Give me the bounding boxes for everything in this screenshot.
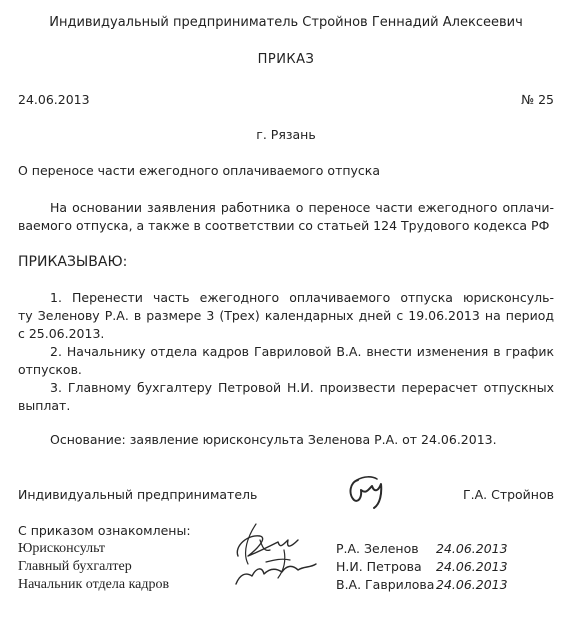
acquainted-position-1: Юрисконсульт (18, 541, 106, 556)
item-1-line-2: ту Зеленову Р.А. в размере 3 (Трех) календарных дней с 19.06.2013 на период (18, 308, 554, 323)
order-item-1 (18, 289, 554, 343)
acquainted-name-2: Н.И. Петрова (336, 559, 422, 574)
basis-line-2: ваемого отпуска, а также в соответствии со статьей 124 Трудового кодекса РФ (18, 218, 550, 233)
basis-line-1: На основании заявления работника о переносе части ежегодного оплачи- (50, 200, 554, 215)
order-item-3 (18, 379, 554, 415)
city: г. Рязань (256, 127, 316, 142)
acquainted-heading: С приказом ознакомлены: (18, 523, 191, 538)
item-1-line-1: 1. Перенести часть ежегодного оплачиваемого отпуска юрисконсуль- (50, 290, 554, 305)
acquainted-date-2: 24.06.2013 (436, 559, 508, 574)
acquainted-date-3: 24.06.2013 (436, 577, 508, 592)
acquainted-name-1: Р.А. Зеленов (336, 541, 419, 556)
basis-paragraph (18, 199, 554, 235)
item-2-line-1: 2. Начальнику отдела кадров Гавриловой В.А. внести изменения в график (50, 344, 554, 359)
acquainted-position-3: Начальник отдела кадров (18, 577, 170, 592)
acquainted-date-1: 24.06.2013 (436, 541, 508, 556)
acquainted-position-2: Главный бухгалтер (18, 559, 132, 574)
entrepreneur-header: Индивидуальный предприниматель Стройнов Геннадий Алексеевич (49, 15, 523, 30)
item-3-line-1: 3. Главному бухгалтеру Петровой Н.И. произвести перерасчет отпускных (50, 380, 554, 395)
signatory-name: Г.А. Стройнов (463, 487, 554, 502)
acquainted-name-3: В.А. Гаврилова (336, 577, 435, 592)
item-3-line-2: выплат. (18, 398, 71, 413)
director-signature (344, 470, 394, 510)
order-subject: О переносе части ежегодного оплачиваемого отпуска (18, 163, 381, 178)
item-1-line-3: с 25.06.2013. (18, 326, 105, 341)
order-date: 24.06.2013 (18, 92, 90, 107)
document-title: ПРИКАЗ (257, 52, 315, 67)
signatory-position: Индивидуальный предприниматель (18, 487, 258, 502)
order-number: № 25 (521, 92, 554, 107)
order-word: ПРИКАЗЫВАЮ: (18, 254, 128, 270)
item-2-line-2: отпусков. (18, 362, 82, 377)
order-item-2 (18, 343, 554, 379)
acquaintance-signatures (226, 516, 326, 596)
basis-note: Основание: заявление юрисконсульта Зеленова Р.А. от 24.06.2013. (50, 432, 497, 447)
